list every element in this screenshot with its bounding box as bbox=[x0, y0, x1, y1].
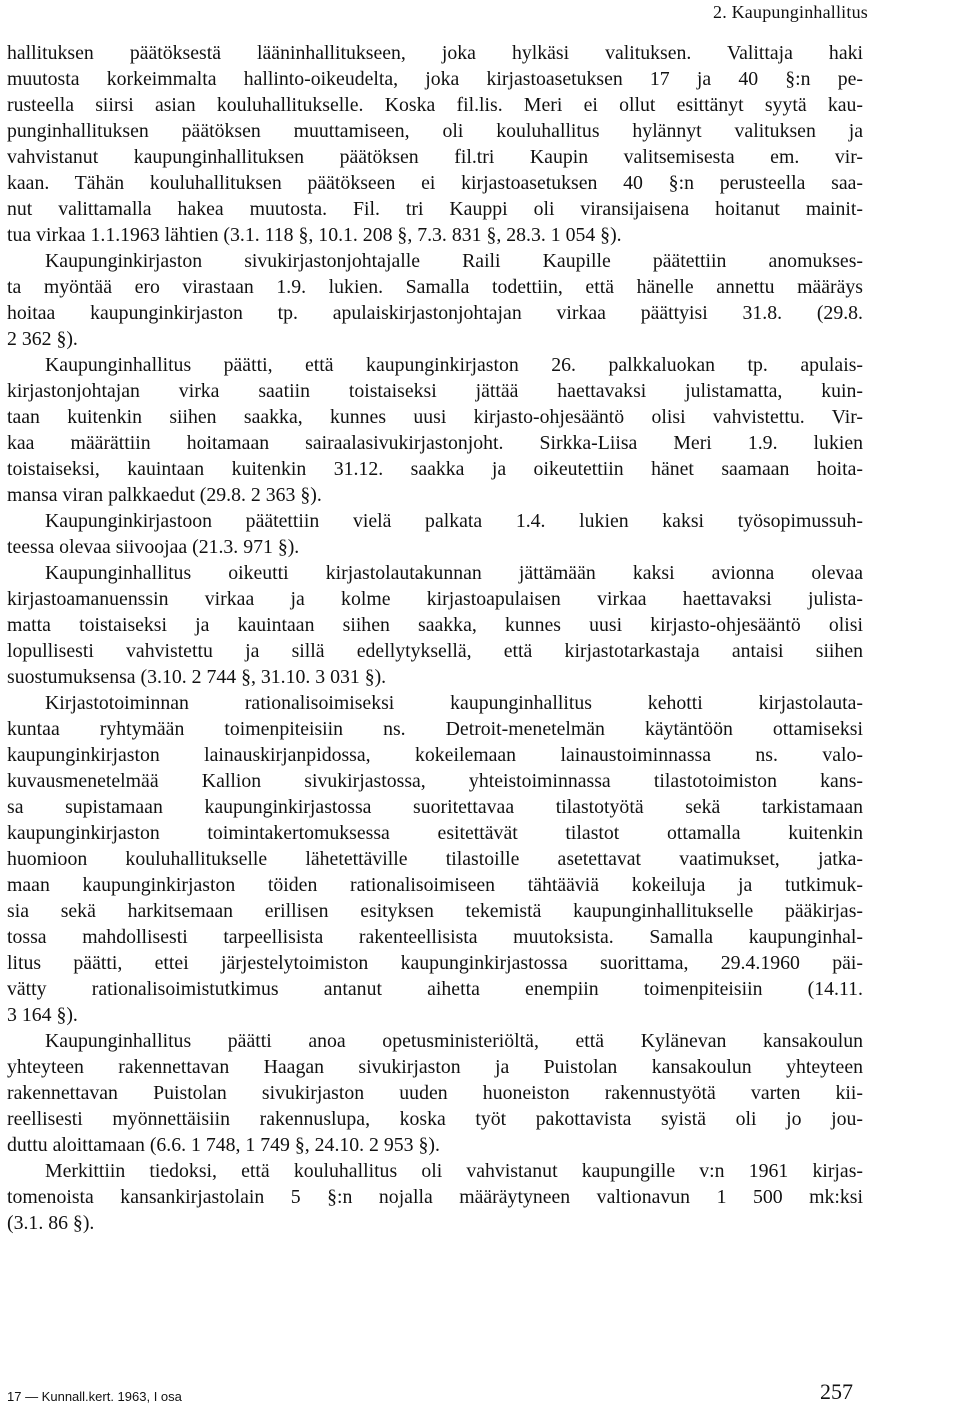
text-line: 2 362 §). bbox=[7, 328, 78, 350]
text-line: muutosta korkeimmalta hallinto-oikeudelta, joka kirjastoasetuksen 17 ja 40 §:n pe- bbox=[7, 68, 863, 90]
text-line: kirjastoamanuenssin virkaa ja kolme kirjastoapulaisen virkaa haettavaksi julista- bbox=[7, 588, 863, 610]
text-line: Merkittiin tiedoksi, että kouluhallitus oli vahvistanut kaupungille v:n 1961 kirjas- bbox=[45, 1160, 863, 1182]
text-line: yhteyteen rakennettavan Haagan sivukirjaston ja Puistolan kansakoulun yhteyteen bbox=[7, 1056, 863, 1078]
text-line: hallituksen päätöksestä lääninhallitukseen, joka hylkäsi valituksen. Valittaja haki bbox=[7, 42, 863, 64]
text-line: litus päätti, ettei järjestelytoimiston kaupunginkirjastossa suorittama, 29.4.1960 päi- bbox=[7, 952, 863, 974]
text-line: mansa viran palkkaedut (29.8. 2 363 §). bbox=[7, 484, 322, 506]
running-head: 2. Kaupunginhallitus bbox=[713, 2, 868, 22]
text-line: reellisesti myönnettäisiin rakennuslupa, koska työt pakottavista syistä oli jo jou- bbox=[7, 1108, 863, 1130]
text-line: Kaupunginhallitus oikeutti kirjastolautakunnan jättämään kaksi avionna olevaa bbox=[45, 562, 863, 584]
text-line: huomioon kouluhallitukselle lähetettäville tilastoille asetettavat vaatimukset, jatka- bbox=[7, 848, 863, 870]
text-line: sa supistamaan kaupunginkirjastossa suoritettavaa tilastotyötä sekä tarkistamaan bbox=[7, 796, 863, 818]
text-line: teessa olevaa siivoojaa (21.3. 971 §). bbox=[7, 536, 300, 558]
text-line: Kaupunginkirjaston sivukirjastonjohtajalle Raili Kaupille päätettiin anomukses- bbox=[45, 250, 863, 272]
text-line: kaupunginkirjaston toimintakertomuksessa esitettävät tilastot ottamalla kuitenkin bbox=[7, 822, 863, 844]
text-line: tua virkaa 1.1.1963 lähtien (3.1. 118 §, 10.1. 208 §, 7.3. 831 §, 28.3. 1 054 §). bbox=[7, 224, 622, 246]
text-line: taan kuitenkin siihen saakka, kunnes uusi kirjasto-ohjesääntö olisi vahvistettu. Vir- bbox=[7, 406, 863, 428]
text-line: lopullisesti vahvistettu ja sillä edellytyksellä, että kirjastotarkastaja antaisi siihen bbox=[7, 640, 863, 662]
text-line: kuvausmenetelmää Kallion sivukirjastossa, yhteistoiminnassa tilastotoimiston kans- bbox=[7, 770, 863, 792]
text-line: tossa mahdollisesti tarpeellisista rakenteellisista muutoksista. Samalla kaupunginhal- bbox=[7, 926, 863, 948]
text-line: kirjastonjohtajan virka saatiin toistaiseksi jättää haettavaksi julistamatta, kuin- bbox=[7, 380, 863, 402]
text-line: punginhallituksen päätöksen muuttamiseen, oli kouluhallitus hylännyt valituksen ja bbox=[7, 120, 863, 142]
text-line: 3 164 §). bbox=[7, 1004, 78, 1026]
page-number: 257 bbox=[820, 1379, 853, 1404]
text-line: Kaupunginhallitus päätti, että kaupunginkirjaston 26. palkkaluokan tp. apulais- bbox=[45, 354, 863, 376]
text-line: tomenoista kansankirjastolain 5 §:n nojalla määräytyneen valtionavun 1 500 mk:ksi bbox=[7, 1186, 863, 1208]
printer-signature: 17 — Kunnall.kert. 1963, I osa bbox=[7, 1389, 182, 1404]
text-line: hoitaa kaupunginkirjaston tp. apulaiskirjastonjohtajan virkaa päättyisi 31.8. (29.8. bbox=[7, 302, 863, 324]
text-line: kaan. Tähän kouluhallituksen päätökseen ei kirjastoasetuksen 40 §:n perusteella saa- bbox=[7, 172, 863, 194]
text-line: sia sekä harkitsemaan erillisen esityksen tekemistä kaupunginhallitukselle pääkirjas- bbox=[7, 900, 863, 922]
text-line: ta myöntää ero virastaan 1.9. lukien. Samalla todettiin, että hänelle annettu määräys bbox=[7, 276, 863, 298]
text-line: kaa määrättiin hoitamaan sairaalasivukirjastonjoht. Sirkka-Liisa Meri 1.9. lukien bbox=[7, 432, 863, 454]
text-line: vätty rationalisoimistutkimus antanut aihetta enempiin toimenpiteisiin (14.11. bbox=[7, 978, 863, 1000]
text-line: rakennettavan Puistolan sivukirjaston uuden huoneiston rakennustyötä varten kii- bbox=[7, 1082, 863, 1104]
text-line: (3.1. 86 §). bbox=[7, 1212, 95, 1234]
text-line: duttu aloittamaan (6.6. 1 748, 1 749 §, 24.10. 2 953 §). bbox=[7, 1134, 440, 1156]
text-line: vahvistanut kaupunginhallituksen päätöksen fil.tri Kaupin valitsemisesta em. vir- bbox=[7, 146, 863, 168]
text-line: Kirjastotoiminnan rationalisoimiseksi kaupunginhallitus kehotti kirjastolauta- bbox=[45, 692, 863, 714]
text-line: Kaupunginkirjastoon päätettiin vielä palkata 1.4. lukien kaksi työsopimussuh- bbox=[45, 510, 863, 532]
text-line: kaupunginkirjaston lainauskirjanpidossa, kokeilemaan lainaustoiminnassa ns. valo- bbox=[7, 744, 863, 766]
text-line: maan kaupunginkirjaston töiden rationalisoimiseen tähtääviä kokeiluja ja tutkimuk- bbox=[7, 874, 863, 896]
text-line: toistaiseksi, kauintaan kuitenkin 31.12. saakka ja oikeutettiin hänet saamaan hoita- bbox=[7, 458, 863, 480]
text-line: rusteella siirsi asian kouluhallitukselle. Koska fil.lis. Meri ei ollut esittänyt syytä kau- bbox=[7, 94, 863, 116]
text-line: kuntaa ryhtymään toimenpiteisiin ns. Detroit-menetelmän käytäntöön ottamiseksi bbox=[7, 718, 863, 740]
text-line: nut valittamalla hakea muutosta. Fil. tri Kauppi oli viransijaisena hoitanut mainit- bbox=[7, 198, 863, 220]
text-line: suostumuksensa (3.10. 2 744 §, 31.10. 3 031 §). bbox=[7, 666, 387, 688]
text-line: Kaupunginhallitus päätti anoa opetusministeriöltä, että Kylänevan kansakoulun bbox=[45, 1030, 863, 1052]
text-line: matta toistaiseksi ja kauintaan siihen saakka, kunnes uusi kirjasto-ohjesääntö olisi bbox=[7, 614, 863, 636]
